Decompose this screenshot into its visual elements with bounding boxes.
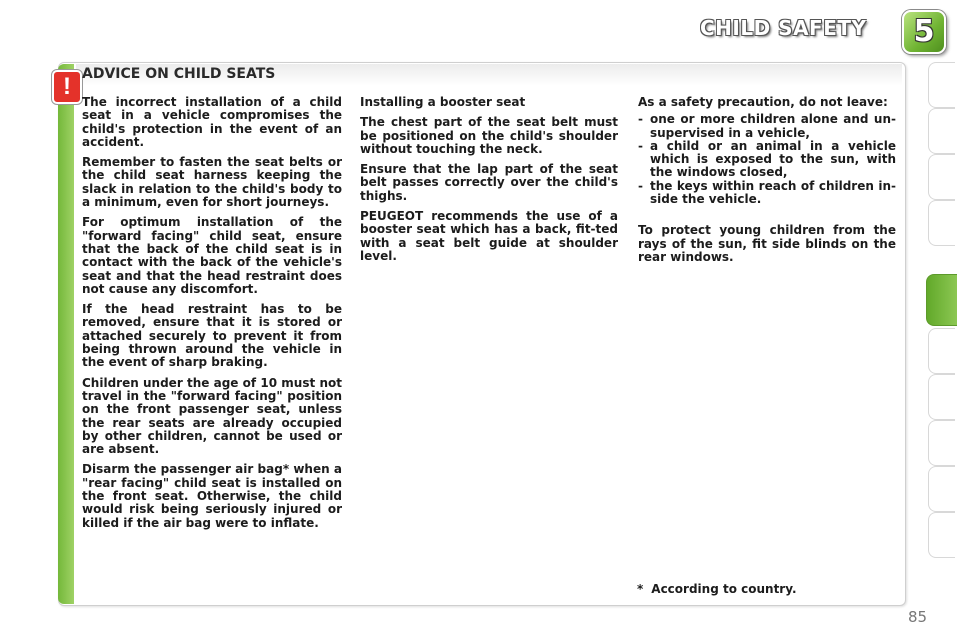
chapter-tab[interactable] bbox=[928, 420, 955, 466]
chapter-tab[interactable] bbox=[928, 108, 955, 154]
section-title: ADVICE ON CHILD SEATS bbox=[82, 66, 276, 82]
precaution-intro: As a safety precaution, do not leave: bbox=[638, 95, 888, 109]
emphasis-text: to a minimum bbox=[82, 181, 342, 210]
chapter-tab[interactable] bbox=[928, 328, 955, 374]
list-item: - one or more children alone and un-supervised in a vehicle, bbox=[638, 113, 896, 140]
chapter-tab[interactable] bbox=[928, 374, 955, 420]
chapter-tab[interactable] bbox=[928, 154, 955, 200]
paragraph-incorrect-installation: The incorrect installation of a child seat in a vehicle compromises the child's protection in the event of an accident. bbox=[82, 95, 342, 149]
page-number: 85 bbox=[908, 608, 928, 626]
chapter-tab-active[interactable] bbox=[926, 274, 957, 326]
text: in relation to the child's body bbox=[116, 181, 329, 196]
text: , even for short journeys. bbox=[157, 195, 330, 210]
paragraph-lap-belt: Ensure that the lap part of the seat belt passes correctly over the child's thighs. bbox=[360, 162, 618, 203]
paragraph-chest-belt: The chest part of the seat belt must be positioned on the child's shoulder without touching the neck. bbox=[360, 115, 618, 156]
footnote-marker: * bbox=[637, 582, 644, 596]
chapter-number-badge: 5 bbox=[902, 10, 946, 54]
list-item: - the keys within reach of children in-side the vehicle. bbox=[638, 180, 896, 207]
column-right bbox=[638, 96, 896, 271]
warning-icon: ! bbox=[52, 70, 82, 104]
chapter-tab[interactable] bbox=[928, 200, 955, 246]
paragraph-head-restraint: If the head restraint has to be removed, ensure that it is stored or attached securely to prevent it from being thrown around the vehicle in the event of sharp braking. bbox=[82, 302, 342, 370]
accent-bar bbox=[58, 64, 74, 604]
precaution-list bbox=[638, 113, 896, 206]
footnote bbox=[637, 582, 797, 596]
paragraph-disarm-airbag: Disarm the passenger air bag* when a "rear facing" child seat is installed on the front seat. Otherwise, the child would risk being seriously injured or killed if the air bag were to inflate. bbox=[82, 462, 342, 530]
column-middle bbox=[360, 96, 618, 270]
page-title: CHILD SAFETY bbox=[700, 16, 867, 40]
chapter-tab[interactable] bbox=[928, 466, 955, 512]
subheading-booster-seat: Installing a booster seat bbox=[360, 95, 526, 109]
chapter-tab[interactable] bbox=[928, 62, 955, 108]
text: Remember to fasten the seat belts or the child seat harness bbox=[82, 155, 342, 183]
column-left bbox=[82, 96, 342, 537]
chapter-tabs bbox=[928, 62, 960, 582]
list-item: - a child or an animal in a vehicle which is exposed to the sun, with the windows closed, bbox=[638, 140, 896, 180]
footnote-text: According to country. bbox=[651, 582, 797, 596]
paragraph-children-under-10: Children under the age of 10 must not travel in the "forward facing" position on the front passenger seat, unless the rear seats are already occupied by other children, cannot be used or are absent. bbox=[82, 375, 342, 457]
emphasis-text: keeping the slack bbox=[82, 168, 342, 196]
paragraph-peugeot-recommends: PEUGEOT recommends the use of a booster seat which has a back, fit-ted with a seat belt guide at shoulder level. bbox=[360, 209, 618, 263]
chapter-tab[interactable] bbox=[928, 512, 955, 558]
paragraph-side-blinds: To protect young children from the rays of the sun, fit side blinds on the rear windows. bbox=[638, 223, 896, 264]
paragraph-forward-facing: For optimum installation of the "forward facing" child seat, ensure that the back of the child seat is in contact with the back of the vehicle's seat and that the head restraint does not cause any discomfort. bbox=[82, 215, 342, 296]
paragraph-fasten-belts bbox=[82, 156, 342, 209]
